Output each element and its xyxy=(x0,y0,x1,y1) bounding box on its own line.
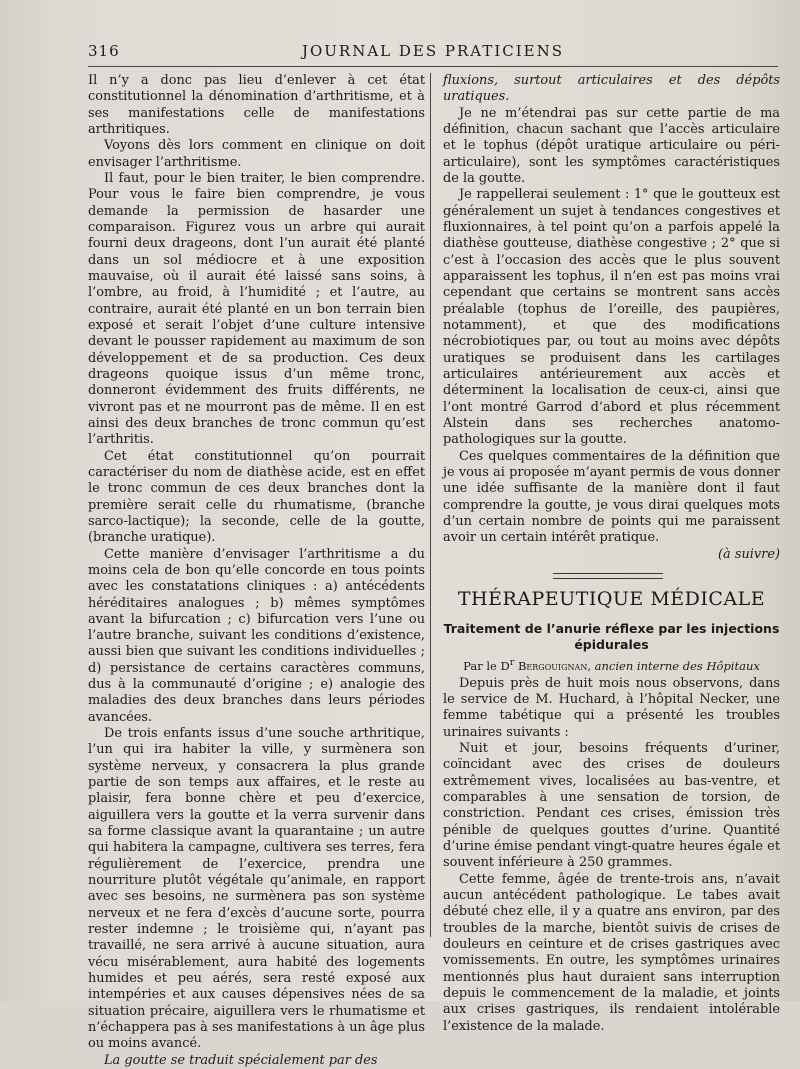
paragraph: Cet état constitutionnel qu’on pourrait caractériser du nom de diathèse acide, est en effet le tronc commun de ces deux branches dont la première serait celle du rhumatisme, (branche sarco-lactique); la seconde, celle de la goutte, (branche uratique). xyxy=(88,448,425,546)
paragraph: Voyons dès lors comment en clinique on doit envisager l’arthritisme. xyxy=(88,138,425,170)
page-number: 316 xyxy=(88,42,120,60)
paragraph: Depuis près de huit mois nous observons, dans le service de M. Huchard, à l’hôpital Necker, une femme tabétique qui a présenté les troubles urinaires suivants : xyxy=(443,675,780,740)
paragraph: Je rappellerai seulement : 1° que le goutteux est généralement un sujet à tendances congestives et fluxionnaires, à tel point qu’on a parfois appelé la diathèse goutteuse, diathèse congestive ; 2° que si c’est à l’occasion des accès que le plus souvent apparaissent les tophus, il n’en est pas moins vrai cependant que certains se montrent sans accès préalable (tophus de l’oreille, des paupières, notamment), et que des modifications nécrobiotiques par, ou tout au moins avec dépôts uratiques se produisent dans les cartilages articulaires antérieurement aux accès et déterminent la localisation de ceux-ci, ainsi que l’ont montré Garrod d’abord et plus récemment Alstein dans ses recherches anatomo-pathologiques sur la goutte. xyxy=(443,187,780,448)
paragraph: Je ne m’étendrai pas sur cette partie de ma définition, chacun sachant que l’accès articulaire et le tophus (dépôt uratique articulaire ou péri-articulaire), sont les symptômes caractéristiques de la goutte. xyxy=(443,105,780,186)
paragraph: Il faut, pour le bien traiter, le bien comprendre. Pour vous le faire bien comprendre, je vous demande la permission de hasarder une comparaison. Figurez vous un arbre qui aurait fourni deux drageons, dont l’un aurait été planté dans un sol médiocre et à une exposition mauvaise, où il aurait été laissé sans soins, à l’ombre, au froid, à l’humidité ; et l’autre, au contraire, aurait été planté en un bon terrain bien exposé et serait l’objet d’une culture intensive devant le pousser rapidement au maximum de son développement et de sa production. Ces deux drageons quoique issus d’un même tronc, donneront évidemment des fruits différents, ne vivront pas et ne mourront pas de même. Il en est ainsi des deux branches de tronc commun qu’est l’arthritis. xyxy=(88,170,425,448)
byline xyxy=(443,655,780,674)
section-separator xyxy=(553,573,663,579)
to-be-continued: (à suivre) xyxy=(718,546,780,562)
running-title: JOURNAL DES PRATICIENS xyxy=(301,42,565,60)
author-role: ancien interne des Hôpitaux xyxy=(594,658,760,673)
column-divider xyxy=(430,73,431,937)
paragraph: Ces quelques commentaires de la définition que je vous ai proposée m’ayant permis de vous donner une idée suffisante de la manière dont il faut comprendre la goutte, je vous dirai quelques mots d’un certain nombre de points qui me paraissent avoir un certain intérêt pratique. xyxy=(443,448,780,546)
paragraph: Nuit et jour, besoins fréquents d’uriner, coïncidant avec des crises de douleurs extrêmement vives, localisées au bas-ventre, et comparables à une sensation de torsion, de constriction. Pendant ces crises, émission très pénible de quelques gouttes d’urine. Quantité d’urine émise pendant vingt-quatre heures égale et souvent inférieure à 250 grammes. xyxy=(443,740,780,871)
paragraph-italic: La goutte se traduit spécialement par des xyxy=(104,1052,378,1068)
author-name: Bergouignan, xyxy=(517,658,591,673)
article-title: Traitement de l’anurie réflexe par les injections épidurales xyxy=(443,620,780,652)
byline-sup: r xyxy=(509,656,515,668)
continuation-text: fluxions, surtout articulaires et des dépôts uratiques. xyxy=(443,73,780,105)
paragraph: Cette femme, âgée de trente-trois ans, n’avait aucun antécédent pathologique. Le tabes avait débuté chez elle, il y a quatre ans environ, par des troubles de la marche, bientôt suivis de crises de douleurs en ceinture et de crises gastriques avec vomissements. En outre, les symptômes urinaires mentionnés plus haut duraient sans interruption depuis le commencement de la maladie, et joints aux crises gastriques, ils rendaient intolérable l’existence de la malade. xyxy=(443,871,780,1034)
paragraph: De trois enfants issus d’une souche arthritique, l’un qui ira habiter la ville, y surmènera son système nerveux, y consacrera la plus grande partie de son temps aux affaires, et le reste au plaisir, fera bonne chère et peu d’exercice, aiguillera vers la goutte et la verra survenir dans sa forme classique avant la quarantaine ; un autre qui habitera la campagne, cultivera ses terres, fera régulièrement de l’exercice, prendra une nourriture plutôt végétale qu’animale, en rapport avec ses besoins, ne surmènera pas son système nerveux et ne fera d’excès d’aucune sorte, pourra rester indemne ; le troisième qui, n’ayant pas travaillé, ne sera arrivé à aucune situation, aura vécu misérablement, aura habité des logements humides et peu aérés, sera resté exposé aux intempéries et aux causes dépensives nées de sa situation précaire, aiguillera vers le rhumatisme et n’échappera pas à ses manifestations à un âge plus ou moins avancé. xyxy=(88,726,425,1052)
byline-prefix: Par le D xyxy=(463,658,510,673)
page-header xyxy=(88,40,778,67)
right-column xyxy=(443,73,780,1035)
left-column xyxy=(88,73,425,1069)
paragraph: Il n’y a donc pas lieu d’enlever à cet état constitutionnel la dénomination d’arthritisme, et à ses manifestations celle de manifestations arthritiques. xyxy=(88,73,425,137)
section-title: THÉRAPEUTIQUE MÉDICALE xyxy=(457,587,766,610)
continued-note-line xyxy=(443,547,780,563)
paragraph: Cette manière d’envisager l’arthritisme a du moins cela de bon qu’elle concorde en tous points avec les constatations cliniques : a) antécédents héréditaires analogues ; b) mêmes symptômes avant la bifurcation ; c) bifurcation vers l’une ou l’autre branche, suivant les conditions d’existence, aussi bien que suivant les conditions individuelles ; d) persistance de certains caractères communs, dus à la communauté d’origine ; e) analogie des maladies des deux branches dans leurs périodes avancées. xyxy=(88,546,425,725)
